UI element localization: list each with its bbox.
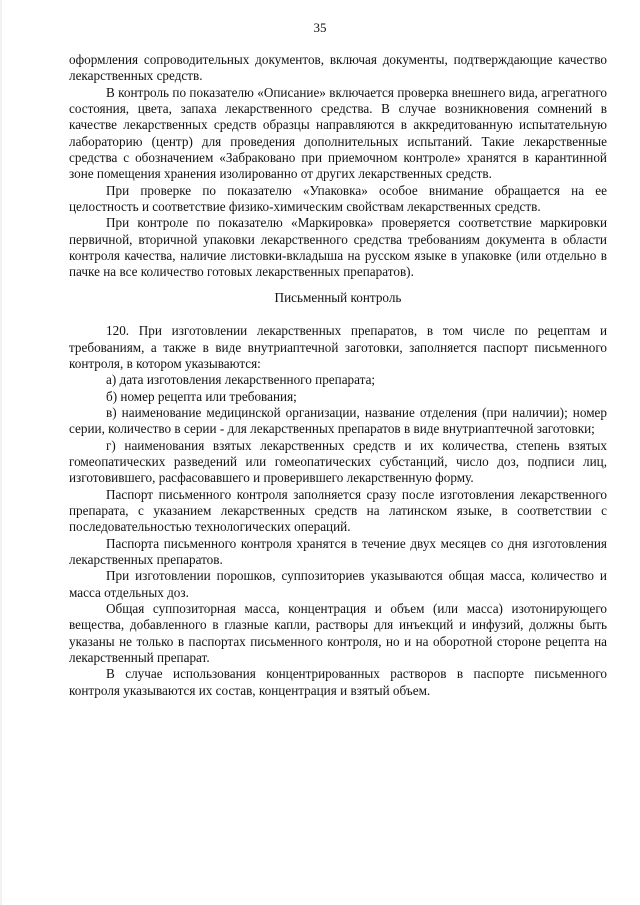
paragraph-powders: При изготовлении порошков, суппозиториев указываются общая масса, количество и масса отдельных доз. [69, 568, 607, 600]
paragraph-concentrated-solutions: В случае использования концентрированных растворов в паспорте письменного контроля указываются их состав, концентрация и взятый объем. [69, 666, 607, 698]
paragraph-package-check: При проверке по показателю «Упаковка» особое внимание обращается на ее целостность и соответствие физико-химическим свойствам лекарственных средств. [69, 182, 607, 215]
list-item-g: г) наименования взятых лекарственных средств и их количества, степень взятых гомеопатических разведений или гомеопатических субстанций, число доз, подписи лиц, изготовившего, расфасовавшего и проверившего лекарственную форму. [69, 437, 607, 486]
paragraph-passport-fill: Паспорт письменного контроля заполняется сразу после изготовления лекарственного препарата, с указанием лекарственных средств на латинском языке, в соответствии с последовательностью технологических операций. [69, 486, 607, 535]
list-item-v: в) наименование медицинской организации, название отделения (при наличии); номер серии, количество в серии - для лекарственных препаратов в виде внутриаптечной заготовки; [69, 404, 607, 437]
paragraph-passport-storage: Паспорта письменного контроля хранятся в течение двух месяцев со дня изготовления лекарственных препаратов. [69, 535, 607, 567]
paragraph-description-check: В контроль по показателю «Описание» включается проверка внешнего вида, агрегатного состояния, цвета, запаха лекарственного средства. В случае возникновения сомнений в качестве лекарственных средств образцы направляются в аккредитованную испытательную лабораторию (центр) для проведения дополнительных испытаний. Такие лекарственные средства с обозначением «Забраковано при приемочном контроле» хранятся в карантинной зоне помещения хранения изолированно от других лекарственных средств. [69, 84, 607, 182]
document-body [69, 52, 607, 699]
paragraph-continuation: оформления сопроводительных документов, включая документы, подтверждающие качество лекарственных средств. [69, 52, 607, 84]
paragraph-marking-check: При контроле по показателю «Маркировка» проверяется соответствие маркировки первичной, вторичной упаковки лекарственного средства требованиям документа в области контроля качества, наличие листовки-вкладыша на русском языке в упаковке (или отдельно в пачке на все количество готовых лекарственных препаратов). [69, 215, 607, 280]
paragraph-suppository-mass: Общая суппозиторная масса, концентрация и объем (или масса) изотонирующего вещества, добавленного в глазные капли, растворы для инъекций и инфузий, должны быть указаны не только в паспортах письменного контроля, но и на оборотной стороне рецепта на лекарственный препарат. [69, 601, 607, 666]
section-title: Письменный контроль [274, 289, 402, 305]
page-left-edge [0, 0, 2, 905]
list-item-a: а) дата изготовления лекарственного препарата; [106, 372, 376, 388]
list-item-b: б) номер рецепта или требования; [106, 388, 297, 404]
paragraph-item-120: 120. При изготовлении лекарственных препаратов, в том числе по рецептам и требованиям, а также в виде внутриаптечной заготовки, заполняется паспорт письменного контроля, в котором указываются: [69, 323, 607, 371]
page-number: 35 [313, 20, 327, 35]
